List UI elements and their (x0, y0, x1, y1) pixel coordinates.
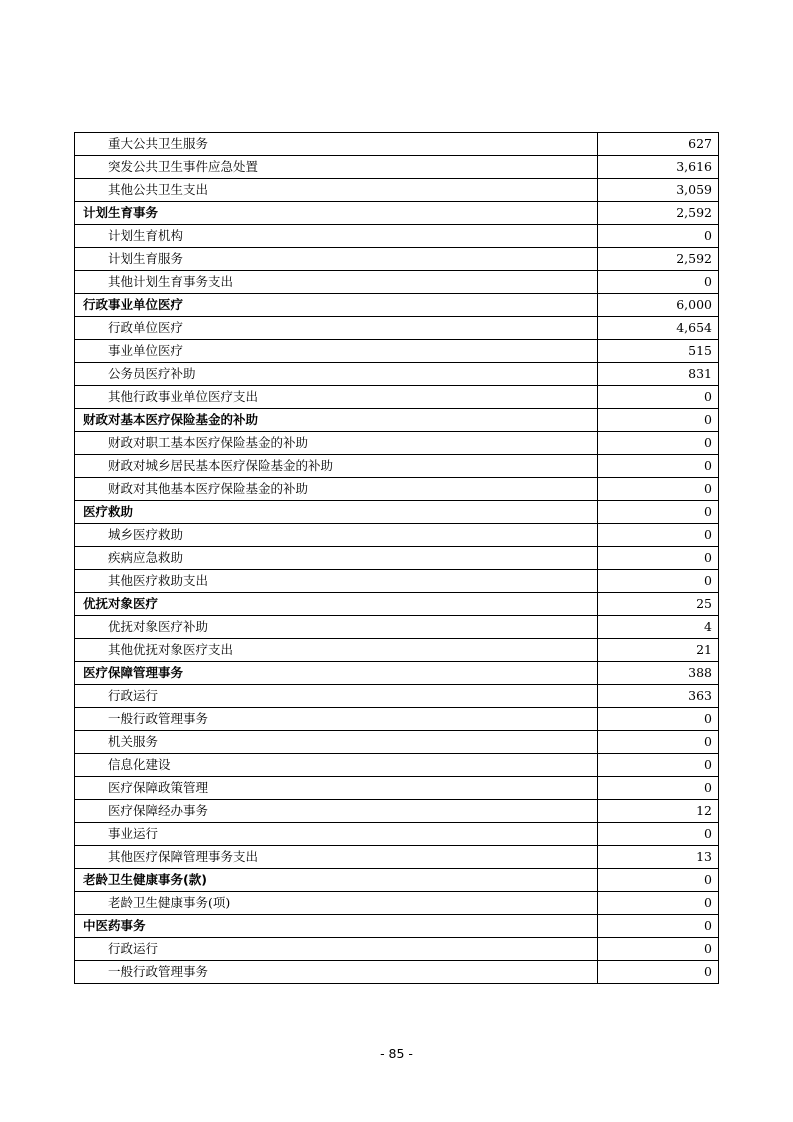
row-label: 医疗保障管理事务 (75, 662, 598, 685)
row-value: 388 (598, 662, 719, 685)
item-row (75, 524, 719, 547)
row-label: 一般行政管理事务 (75, 708, 598, 731)
category-row (75, 915, 719, 938)
row-value: 0 (598, 892, 719, 915)
row-label: 优抚对象医疗 (75, 593, 598, 616)
item-row (75, 685, 719, 708)
category-row (75, 869, 719, 892)
row-label: 机关服务 (75, 731, 598, 754)
row-value: 2,592 (598, 202, 719, 225)
row-value: 0 (598, 225, 719, 248)
row-label: 城乡医疗救助 (75, 524, 598, 547)
row-label: 疾病应急救助 (75, 547, 598, 570)
row-value: 0 (598, 754, 719, 777)
row-label: 老龄卫生健康事务(款) (75, 869, 598, 892)
row-value: 515 (598, 340, 719, 363)
row-value: 0 (598, 777, 719, 800)
row-label: 公务员医疗补助 (75, 363, 598, 386)
row-value: 0 (598, 961, 719, 984)
item-row (75, 386, 719, 409)
item-row (75, 547, 719, 570)
item-row (75, 938, 719, 961)
row-value: 0 (598, 501, 719, 524)
item-row (75, 248, 719, 271)
item-row (75, 156, 719, 179)
row-value: 4 (598, 616, 719, 639)
row-value: 0 (598, 915, 719, 938)
row-label: 一般行政管理事务 (75, 961, 598, 984)
row-label: 老龄卫生健康事务(项) (75, 892, 598, 915)
row-label: 其他计划生育事务支出 (75, 271, 598, 294)
row-label: 行政事业单位医疗 (75, 294, 598, 317)
row-value: 0 (598, 478, 719, 501)
row-value: 4,654 (598, 317, 719, 340)
row-value: 6,000 (598, 294, 719, 317)
row-label: 重大公共卫生服务 (75, 133, 598, 156)
category-row (75, 501, 719, 524)
item-row (75, 846, 719, 869)
row-value: 3,616 (598, 156, 719, 179)
row-value: 21 (598, 639, 719, 662)
row-label: 财政对职工基本医疗保险基金的补助 (75, 432, 598, 455)
category-row (75, 409, 719, 432)
page-number: - 85 - (380, 1046, 413, 1061)
row-value: 0 (598, 455, 719, 478)
category-row (75, 202, 719, 225)
item-row (75, 179, 719, 202)
row-value: 0 (598, 938, 719, 961)
item-row (75, 432, 719, 455)
row-value: 0 (598, 271, 719, 294)
category-row (75, 294, 719, 317)
item-row (75, 225, 719, 248)
row-value: 0 (598, 708, 719, 731)
item-row (75, 961, 719, 984)
row-label: 事业运行 (75, 823, 598, 846)
item-row (75, 708, 719, 731)
row-value: 13 (598, 846, 719, 869)
row-label: 计划生育服务 (75, 248, 598, 271)
row-label: 突发公共卫生事件应急处置 (75, 156, 598, 179)
row-value: 12 (598, 800, 719, 823)
row-value: 25 (598, 593, 719, 616)
row-value: 0 (598, 731, 719, 754)
item-row (75, 731, 719, 754)
item-row (75, 340, 719, 363)
item-row (75, 892, 719, 915)
row-value: 0 (598, 547, 719, 570)
row-label: 信息化建设 (75, 754, 598, 777)
row-label: 其他行政事业单位医疗支出 (75, 386, 598, 409)
row-label: 计划生育机构 (75, 225, 598, 248)
row-label: 行政运行 (75, 938, 598, 961)
row-label: 医疗救助 (75, 501, 598, 524)
row-value: 0 (598, 386, 719, 409)
row-value: 0 (598, 432, 719, 455)
category-row (75, 593, 719, 616)
expenditure-table-body (75, 133, 719, 984)
expenditure-table (74, 132, 719, 984)
row-label: 行政运行 (75, 685, 598, 708)
item-row (75, 363, 719, 386)
row-label: 行政单位医疗 (75, 317, 598, 340)
row-value: 3,059 (598, 179, 719, 202)
row-value: 2,592 (598, 248, 719, 271)
item-row (75, 754, 719, 777)
row-label: 其他公共卫生支出 (75, 179, 598, 202)
item-row (75, 317, 719, 340)
row-label: 医疗保障经办事务 (75, 800, 598, 823)
row-label: 财政对其他基本医疗保险基金的补助 (75, 478, 598, 501)
item-row (75, 455, 719, 478)
row-value: 831 (598, 363, 719, 386)
row-label: 医疗保障政策管理 (75, 777, 598, 800)
row-value: 0 (598, 869, 719, 892)
row-label: 财政对基本医疗保险基金的补助 (75, 409, 598, 432)
row-value: 0 (598, 409, 719, 432)
item-row (75, 478, 719, 501)
row-label: 事业单位医疗 (75, 340, 598, 363)
row-label: 中医药事务 (75, 915, 598, 938)
item-row (75, 823, 719, 846)
row-label: 其他医疗救助支出 (75, 570, 598, 593)
row-label: 优抚对象医疗补助 (75, 616, 598, 639)
row-value: 0 (598, 570, 719, 593)
row-label: 其他医疗保障管理事务支出 (75, 846, 598, 869)
category-row (75, 662, 719, 685)
item-row (75, 800, 719, 823)
item-row (75, 639, 719, 662)
item-row (75, 616, 719, 639)
row-value: 627 (598, 133, 719, 156)
row-label: 财政对城乡居民基本医疗保险基金的补助 (75, 455, 598, 478)
item-row (75, 133, 719, 156)
row-value: 363 (598, 685, 719, 708)
item-row (75, 271, 719, 294)
row-value: 0 (598, 524, 719, 547)
item-row (75, 777, 719, 800)
row-value: 0 (598, 823, 719, 846)
row-label: 其他优抚对象医疗支出 (75, 639, 598, 662)
row-label: 计划生育事务 (75, 202, 598, 225)
item-row (75, 570, 719, 593)
